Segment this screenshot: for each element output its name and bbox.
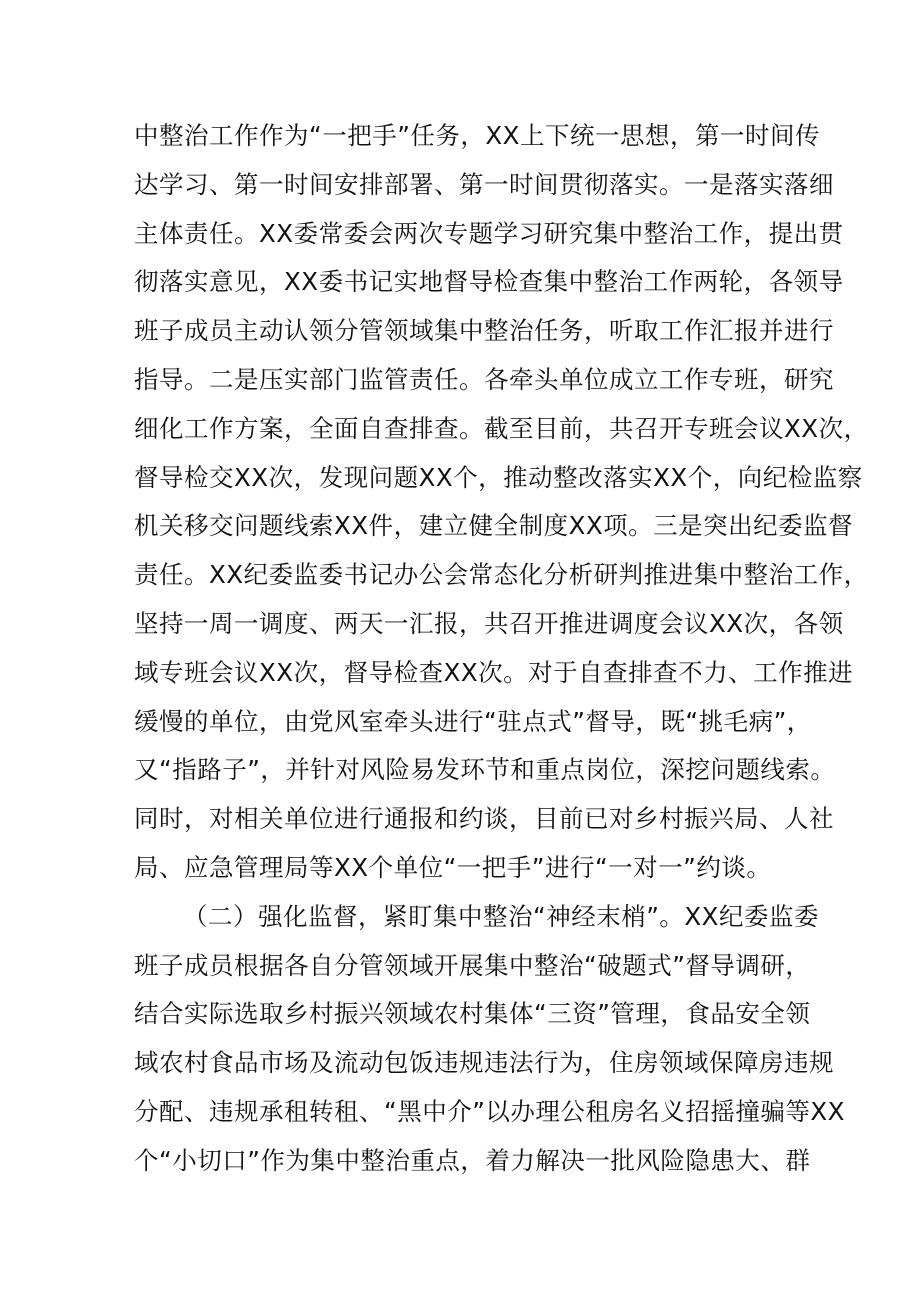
text-line-21: 分配、违规承租转租、“黑中介”以办理公租房名义招摇撞骗等XX [134, 1097, 845, 1126]
text-line-1: 中整治工作作为“一把手”任务，XX上下统一思想，第一时间传 [134, 121, 820, 150]
text-line-22: 个“小切口”作为集中整治重点，着力解决一批风险隐患大、群 [134, 1145, 811, 1175]
text-line-15: 同时，对相关单位进行通报和约谈，目前已对乡村振兴局、人社 [134, 804, 834, 834]
text-line-6: 指导。二是压实部门监管责任。各牵头单位成立工作专班，研究 [134, 365, 834, 394]
text-line-20: 域农村食品市场及流动包饭违规违法行为，住房领域保障房违规 [134, 1048, 834, 1078]
text-line-3: 主体责任。XX委常委会两次专题学习研究集中整治工作，提出贯 [134, 218, 844, 248]
text-line-11: 坚持一周一调度、两天一汇报，共召开推进调度会议XX次，各领 [134, 609, 844, 638]
text-line-12: 域专班会议XX次，督导检查XX次。对于自查排查不力、工作推进 [134, 657, 854, 687]
text-line-9: 机关移交问题线索XX件，建立健全制度XX项。三是突出纪委监督 [134, 511, 854, 541]
text-line-8: 督导检交XX次，发现问题XX个，推动整改落实XX个，向纪检监察 [134, 462, 863, 492]
section-heading-line: （二）强化监督，紧盯集中整治“神经末梢”。XX纪委监委 [183, 901, 819, 931]
text-line-7: 细化工作方案，全面自查排查。截至目前，共召开专班会议XX次， [134, 413, 869, 443]
text-line-16: 局、应急管理局等XX个单位“一把手”进行“一对一”约谈。 [134, 853, 772, 882]
text-line-14: 又“指路子”，并针对风险易发环节和重点岗位，深挖问题线索。 [134, 755, 836, 785]
text-line-10: 责任。XX纪委监委书记办公会常态化分析研判推进集中整治工作， [134, 560, 869, 590]
text-line-18: 班子成员根据各自分管领域开展集中整治“破题式”督导调研， [134, 950, 811, 980]
text-line-5: 班子成员主动认领分管领域集中整治任务，听取工作汇报并进行 [134, 316, 834, 346]
text-line-2: 达学习、第一时间安排部署、第一时间贯彻落实。一是落实落细 [134, 169, 834, 199]
text-line-19: 结合实际选取乡村振兴领域农村集体“三资”管理，食品安全领 [134, 999, 811, 1029]
text-line-4: 彻落实意见，XX委书记实地督导检查集中整治工作两轮，各领导 [134, 267, 844, 297]
text-line-13: 缓慢的单位，由党风室牵头进行“驻点式”督导，既“挑毛病”， [134, 706, 812, 736]
